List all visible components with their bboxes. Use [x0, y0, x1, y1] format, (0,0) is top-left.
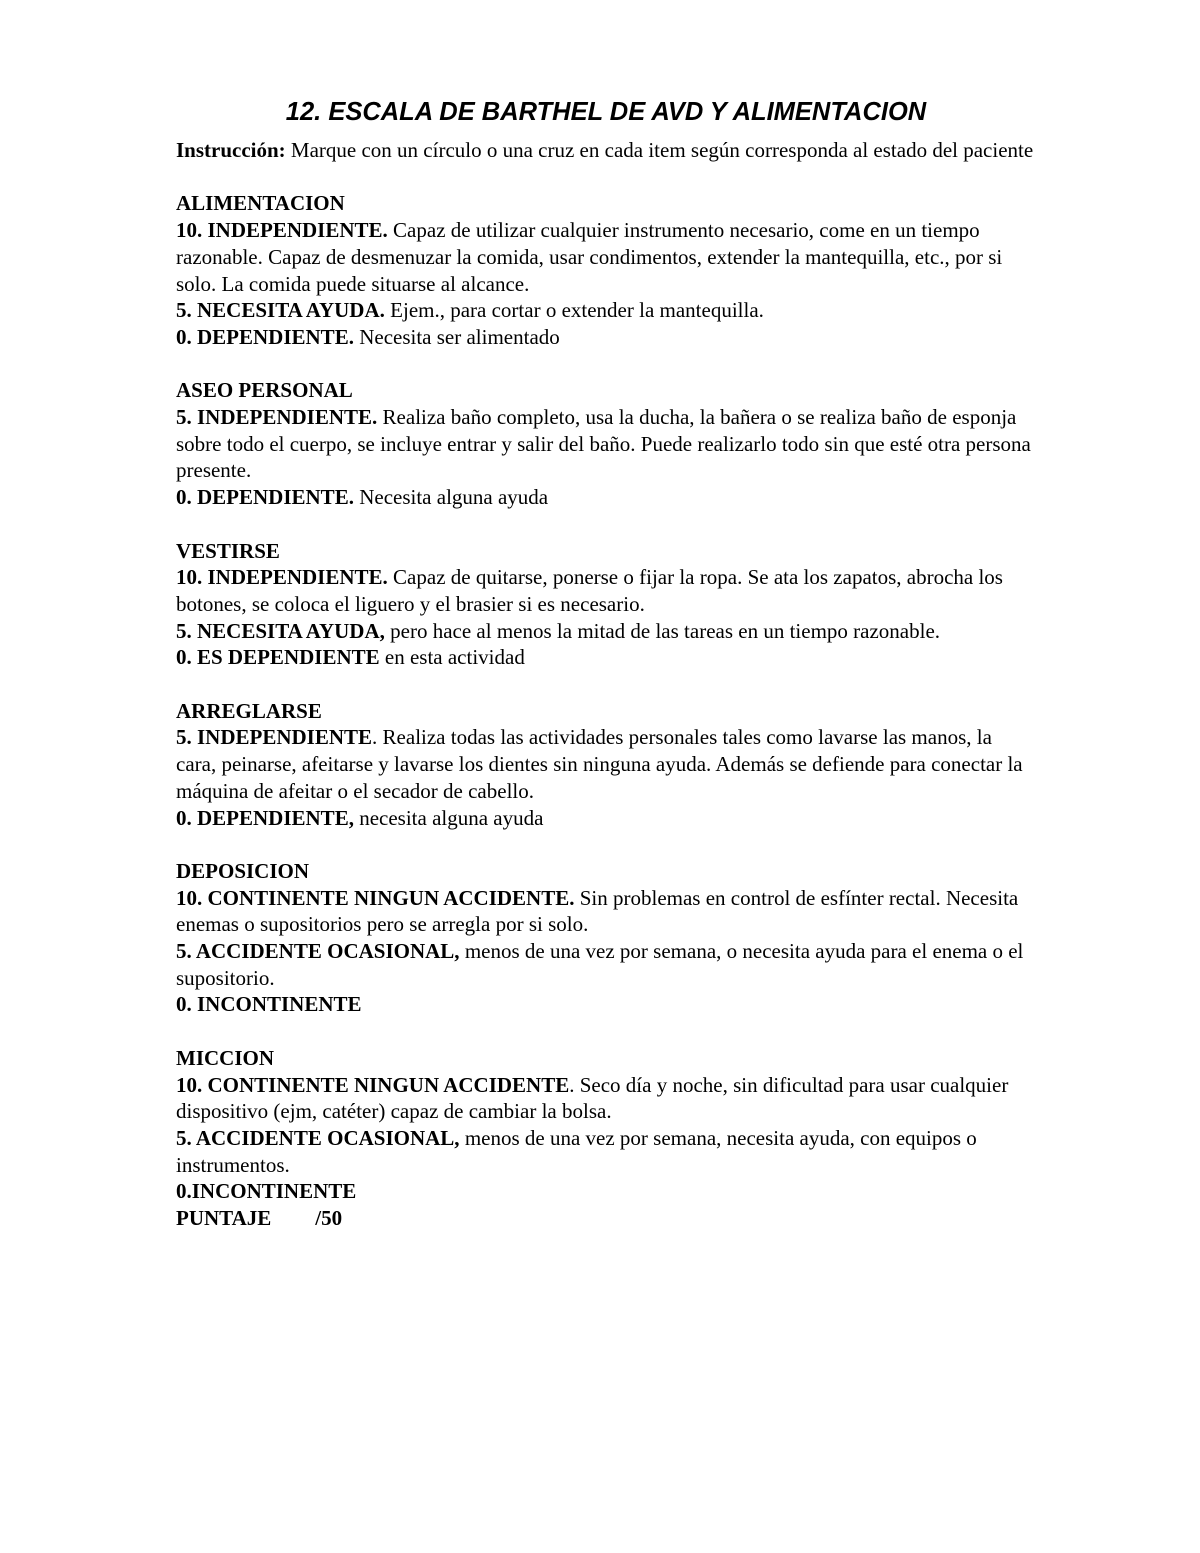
score-line [176, 1205, 1036, 1232]
section-vestirse [176, 538, 1036, 672]
item [176, 618, 1036, 645]
score-total: /50 [315, 1206, 343, 1231]
item-text: pero hace al menos la mitad de las tareas en un tiempo razonable. [384, 618, 941, 643]
item [176, 1125, 1036, 1178]
item [176, 724, 1036, 804]
item-text: Ejem., para cortar o extender la mantequilla. [384, 298, 764, 323]
item-text: Necesita ser alimentado [353, 324, 560, 349]
item [176, 404, 1036, 484]
item [176, 324, 1036, 351]
item-score-label: 0. DEPENDIENTE. [176, 485, 354, 510]
item [176, 1072, 1036, 1125]
item [176, 484, 1036, 511]
item-score-label: 5. INDEPENDIENTE [176, 725, 373, 750]
item-score-label: 0. INCONTINENTE [176, 992, 362, 1017]
section-deposicion [176, 858, 1036, 1018]
document-title: 12. ESCALA DE BARTHEL DE AVD Y ALIMENTACION [285, 98, 927, 126]
item [176, 644, 1036, 671]
item [176, 564, 1036, 617]
section-title: ALIMENTACION [176, 191, 345, 216]
item [176, 991, 1036, 1018]
section-miccion [176, 1045, 1036, 1205]
item [176, 297, 1036, 324]
item-text: Capaz de utilizar cualquier instrumento necesario, come en un tiempo razonable. Capaz de desmenuzar la comida, usar condimentos, extender la mantequilla, etc., por si solo. La comida puede situarse al alcance. [176, 218, 1003, 296]
item [176, 885, 1036, 938]
item-score-label: 0. DEPENDIENTE. [176, 324, 354, 349]
item-text: en esta actividad [379, 645, 525, 670]
section-title: VESTIRSE [176, 538, 280, 563]
item-text: Realiza baño completo, usa la ducha, la bañera o se realiza baño de esponja sobre todo el cuerpo, se incluye entrar y salir del baño. Puede realizarlo todo sin que esté otra persona presente. [176, 405, 1031, 483]
section-alimentacion [176, 190, 1036, 350]
item-score-label: 5. ACCIDENTE OCASIONAL, [176, 1125, 460, 1150]
section-title: ASEO PERSONAL [176, 378, 353, 403]
item-text: Sin problemas en control de esfínter rectal. Necesita enemas o supositorios pero se arregla por si solo. [176, 885, 1019, 937]
item-text: . Seco día y noche, sin dificultad para usar cualquier dispositivo (ejm, catéter) capaz de cambiar la bolsa. [176, 1072, 1009, 1124]
item-score-label: 0. DEPENDIENTE, [176, 805, 354, 830]
item-score-label: 10. CONTINENTE NINGUN ACCIDENTE. [176, 885, 575, 910]
section-arreglarse [176, 698, 1036, 832]
item-score-label: 10. INDEPENDIENTE. [176, 565, 388, 590]
document-page [176, 95, 1036, 1232]
section-aseo-personal [176, 377, 1036, 511]
item-text: necesita alguna ayuda [353, 805, 544, 830]
item-text: Capaz de quitarse, ponerse o fijar la ropa. Se ata los zapatos, abrocha los botones, se coloca el liguero y el brasier si es necesario. [176, 565, 1003, 616]
item-score-label: 5. NECESITA AYUDA. [176, 298, 385, 323]
item [176, 1178, 1036, 1205]
item-text: menos de una vez por semana, o necesita ayuda para el enema o el supositorio. [176, 939, 1024, 990]
score-label: PUNTAJE [176, 1206, 272, 1231]
item-score-label: 10. CONTINENTE NINGUN ACCIDENTE [176, 1072, 570, 1097]
instruction-label: Instrucción: [176, 138, 286, 162]
section-title: MICCION [176, 1045, 274, 1070]
instruction [176, 137, 1036, 164]
item [176, 938, 1036, 991]
item [176, 805, 1036, 832]
section-title: DEPOSICION [176, 858, 310, 883]
item-score-label: 0. ES DEPENDIENTE [176, 645, 380, 670]
item-text: menos de una vez por semana, necesita ayuda, con equipos o instrumentos. [176, 1125, 977, 1177]
section-title: ARREGLARSE [176, 698, 322, 723]
item-text: Necesita alguna ayuda [353, 485, 549, 510]
item-score-label: 5. NECESITA AYUDA, [176, 618, 385, 643]
item-score-label: 0.INCONTINENTE [176, 1179, 357, 1204]
item-score-label: 10. INDEPENDIENTE. [176, 218, 388, 243]
item-text: . Realiza todas las actividades personales tales como lavarse las manos, la cara, peinarse, afeitarse y lavarse los dientes sin ninguna ayuda. Además se defiende para conectar la máquina de afeitar o el secador de cabello. [176, 725, 1023, 803]
item-score-label: 5. INDEPENDIENTE. [176, 405, 378, 429]
item [176, 217, 1036, 297]
item-score-label: 5. ACCIDENTE OCASIONAL, [176, 939, 460, 964]
instruction-text: Marque con un círculo o una cruz en cada item según corresponda al estado del paciente [285, 138, 1034, 162]
